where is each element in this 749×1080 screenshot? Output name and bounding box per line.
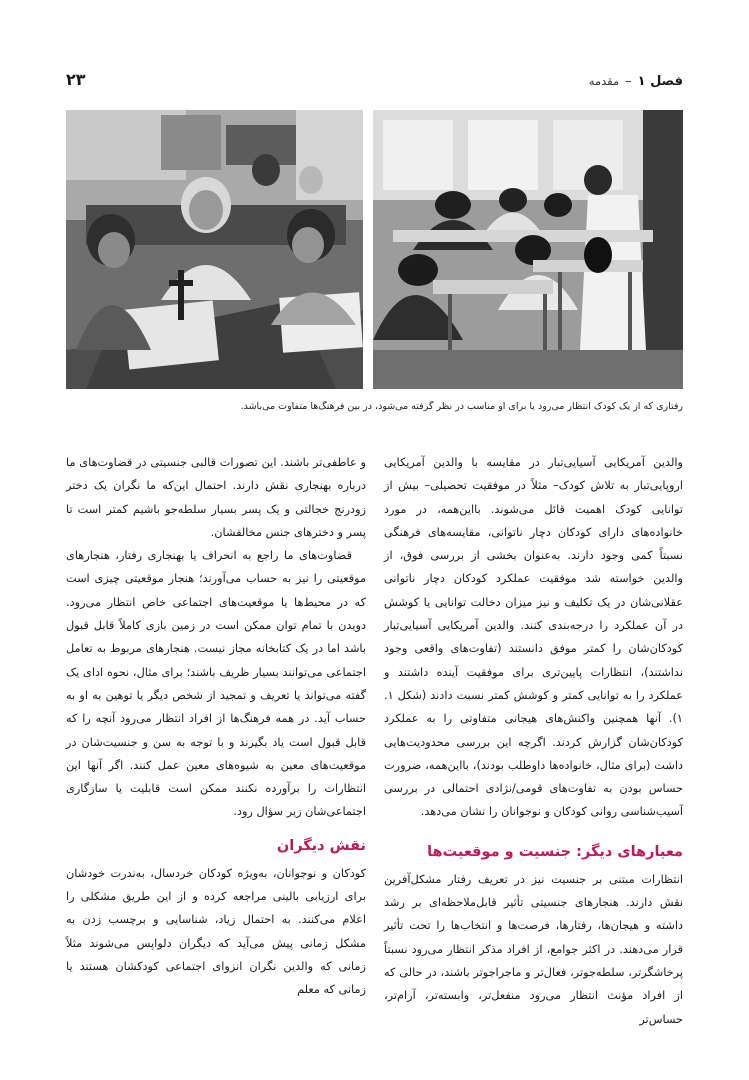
figure-caption: رفتاری که از یک کودک انتظار می‌رود یا برای او مناسب در نظر گرفته می‌شود، در بین فرهنگ‌ها متفاوت می‌باشد.: [240, 401, 683, 412]
page-number: ۲۳: [66, 70, 86, 89]
body-paragraph: کودکان و نوجوانان، به‌ویژه کودکان خردسال، به‌ندرت خودشان برای ارزیابی بالینی مراجعه کرده و از این طریق مشکلی را اعلام می‌کنند. به احتمال زیاد، شناسایی و برچسب زدن به مشکل زمانی پیش می‌آید که دیگران دلواپس می‌شوند مثلاً زمانی که والدین نگران انزوای اجتماعی کودکشان هستند یا زمانی که معلم: [66, 866, 366, 997]
page-header: [66, 70, 683, 96]
body-paragraph: و عاطفی‌تر باشند. این تصورات قالبی جنسیتی در قضاوت‌های ما درباره بهنجاری نقش دارند. احتمال این‌که ما نگران یک دختر زودرنج خجالتی و یک پسر بسیار سلطه‌جو باشیم کمتر است تا پسر و دخترهای جنس مخالفشان.: [66, 456, 366, 539]
section-heading-role-of-others: نقش دیگران: [276, 837, 366, 854]
chapter-label: فصل ۱: [637, 74, 683, 89]
classroom-children-with-teacher-photo: [66, 110, 363, 389]
body-paragraph: والدین آمریکایی آسیایی‌تبار در مقایسه با والدین آمریکایی اروپایی‌تبار به تلاش کودک– مثلاً در موفقیت تحصیلی– بیش از توانایی کودک اهمیت قائل می‌شوند. بااین‌همه، در مورد خانواده‌های دارای کودکان دچار ناتوانی، مقایسه‌های فرهنگی نسبتاً کمی وجود دارند. به‌عنوان بخشی از بررسی فوق، از والدین خواسته شد موفقیت عملکرد کودکان دچار ناتوانی عقلانی‌شان در یک تکلیف و نیز میزان دخالت توانایی یا کوشش در آن عملکرد را درجه‌بندی کنند. والدین آمریکایی آسیایی‌تبار کودکان‌شان را کمتر موفق دانستند (تفاوت‌های واقعی وجود نداشتند)، انتظارات پایین‌تری برای موفقیت آینده داشتند و عملکرد را به توانایی کمتر و کوشش کمتر نسبت دادند (شکل ۱. ۱). آنها همچنین واکنش‌های هیجانی متفاوتی را به عملکرد کودکان‌شان گزارش کردند. اگرچه این بررسی محدودیت‌هایی داشت (برای مثال، خانواده‌ها داوطلب بودند)، بااین‌همه، ضرورت حساس بودن به تفاوت‌های قومی/نژادی احتمالی در بررسی آسیب‌شناسی روانی کودکان و نوجوانان را نشان می‌دهد.: [384, 456, 683, 819]
section-heading-gender-situations: معیارهای دیگر: جنسیت و موقعیت‌ها: [427, 843, 683, 860]
left-column: [66, 451, 366, 1002]
running-head-separator: –: [625, 74, 632, 89]
running-head: [589, 74, 683, 89]
classroom-students-bowing-photo: [373, 110, 683, 389]
body-paragraph: قضاوت‌های ما راجع به انحراف یا بهنجاری رفتار، هنجارهای موقعیتی را نیز به حساب می‌آورند؛ هنجار موقعیتی چیزی است که در محیط‌ها یا موقعیت‌های اجتماعی خاص انتظار می‌رود. دویدن با تمام توان ممکن است در زمین بازی کاملاً قابل قبول باشد اما در یک کتابخانه مجاز نیست. هنجارهای مربوط به تعامل اجتماعی می‌توانند بسیار ظریف باشند؛ برای مثال، نحوه ادای یک گفته می‌تواند یا تعریف و تمجید از شخص دیگر یا توهین به او به حساب آید. در همه فرهنگ‌ها از افراد انتظار می‌رود آنچه را که قابل قبول است یاد بگیرند و با توجه به سن و جنسیت‌شان در موقعیت‌های معین به شیوه‌های معین عمل کنند. اگر آنها این انتظارات را برآورده نکنند ممکن است قابلیت یا سازگاری اجتماعی‌شان زیر سؤال رود.: [66, 549, 366, 819]
body-paragraph: انتظارات مبتنی بر جنسیت نیز در تعریف رفتار مشکل‌آفرین نقش دارند. هنجارهای جنسیتی تأثیر قابل‌ملاحظه‌ای بر رشد داشته و هیجان‌ها، رفتارها، فرصت‌ها و انتخاب‌ها را تحت تأثیر قرار می‌دهند. در اکثر جوامع، از افراد مذکر انتظار می‌رود نسبتاً پرخاشگرتر، سلطه‌جوتر، فعال‌تر و ماجراجوتر باشند، در حالی که از افراد مؤنث انتظار می‌رود منفعل‌تر، وابسته‌تر، آرام‌تر، حساس‌تر: [384, 872, 683, 1026]
right-column: [384, 451, 683, 1031]
section-label: مقدمه: [588, 74, 620, 88]
